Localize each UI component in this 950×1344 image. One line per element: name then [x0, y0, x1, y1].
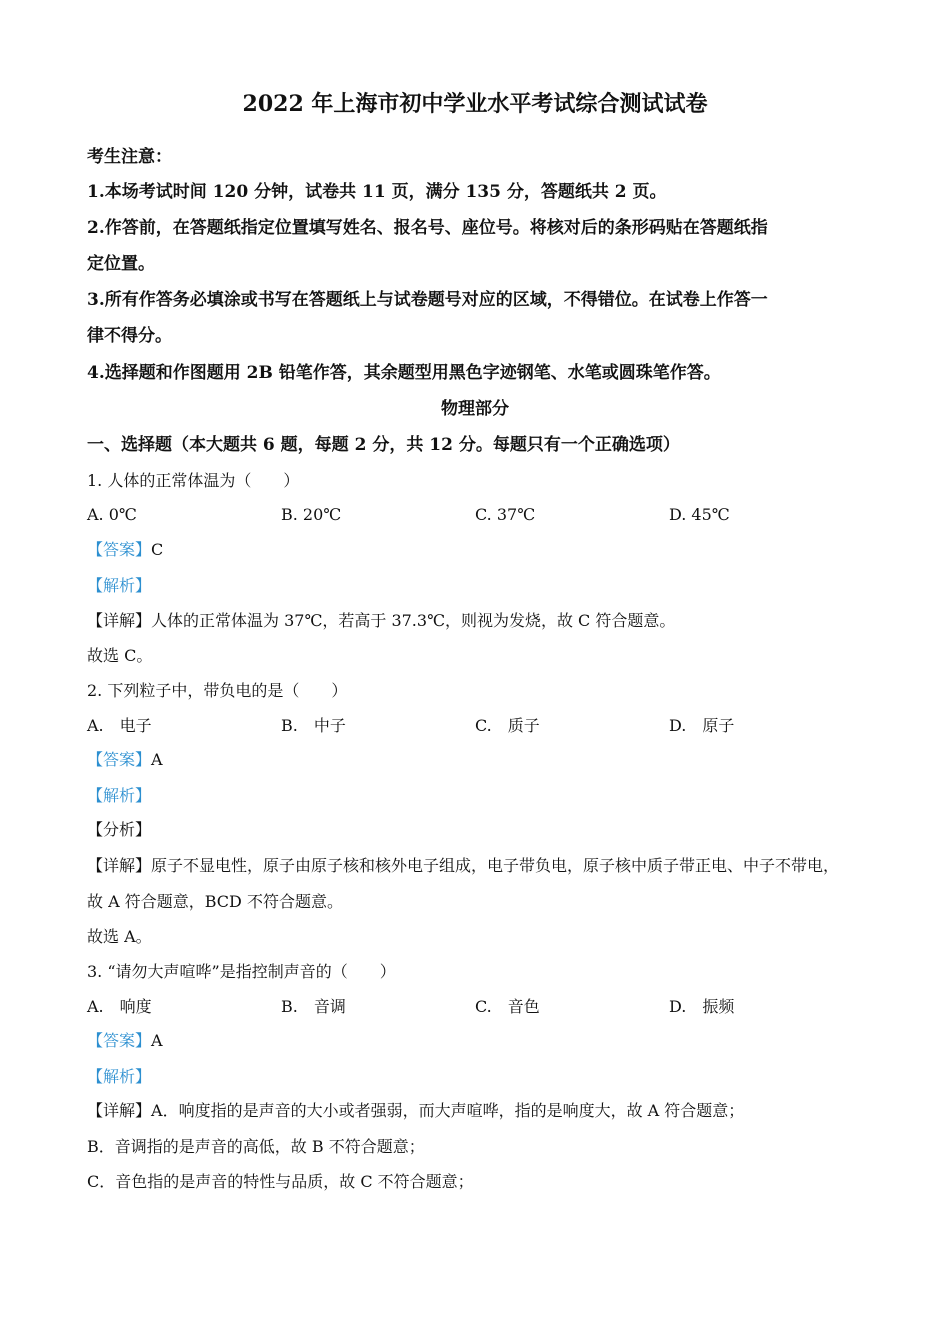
- question-1-stem: 1. 人体的正常体温为（ ）: [87, 471, 300, 490]
- question-2-stem: 2. 下列粒子中，带负电的是（ ）: [87, 681, 348, 700]
- detail-text: A．响度指的是声音的大小或者强弱，而大声喧哗，指的是响度大，故 A 符合题意；: [151, 1101, 745, 1120]
- answer-label: 【答案】: [87, 1031, 152, 1050]
- notice-line-4: 4.选择题和作图题用 2B 铅笔作答，其余题型用黑色字迹钢笔、水笔或圆珠笔作答。: [87, 363, 721, 383]
- notice-line-2b: 定位置。: [87, 254, 155, 274]
- question-1-detail: [87, 613, 675, 629]
- notice-line-3b: 律不得分。: [87, 326, 172, 346]
- question-1-choose: 故选 C。: [87, 646, 153, 665]
- section-title: 物理部分: [441, 399, 509, 419]
- detail-text: 人体的正常体温为 37℃，若高于 37.3℃，则视为发烧，故 C 符合题意。: [151, 611, 676, 630]
- question-2-option-d: D. 原子: [669, 716, 735, 735]
- question-2-detail-line-2: 故 A 符合题意，BCD 不符合题意。: [87, 892, 343, 911]
- detail-label: 【详解】: [87, 611, 152, 630]
- detail-label: 【详解】: [87, 1101, 152, 1120]
- question-3-option-d: D. 振频: [669, 997, 735, 1016]
- notice-line-2a: 2.作答前，在答题纸指定位置填写姓名、报名号、座位号。将核对后的条形码贴在答题纸指: [87, 218, 768, 238]
- question-3-analysis-label: 【解析】: [87, 1067, 152, 1086]
- page-title: 2022 年上海市初中学业水平考试综合测试试卷: [242, 91, 708, 117]
- answer-label: 【答案】: [87, 540, 152, 559]
- question-1-answer: [87, 542, 163, 558]
- question-1-analysis-label: 【解析】: [87, 576, 152, 595]
- question-3-detail-line-2: B．音调指的是声音的高低，故 B 不符合题意；: [87, 1137, 425, 1156]
- question-2-fenxi-label: 【分析】: [87, 820, 152, 839]
- question-3-detail-line-3: C．音色指的是声音的特性与品质，故 C 不符合题意；: [87, 1172, 474, 1191]
- question-3-answer: [87, 1033, 163, 1049]
- question-2-answer: [87, 752, 163, 768]
- question-2-choose: 故选 A。: [87, 927, 152, 946]
- question-2-option-c: C. 质子: [475, 716, 540, 735]
- question-3-stem: 3. “请勿大声喧哗”是指控制声音的（ ）: [87, 962, 396, 981]
- answer-label: 【答案】: [87, 750, 152, 769]
- answer-value: A: [151, 1031, 163, 1050]
- notice-line-3a: 3.所有作答务必填涂或书写在答题纸上与试卷题号对应的区域，不得错位。在试卷上作答一: [87, 290, 768, 310]
- question-1-option-c: C. 37℃: [475, 505, 536, 524]
- question-1-option-d: D. 45℃: [669, 505, 730, 524]
- answer-value: C: [151, 540, 164, 559]
- question-1-option-a: A. 0℃: [87, 505, 137, 524]
- question-3-option-a: A. 响度: [87, 997, 152, 1016]
- question-2-option-b: B. 中子: [281, 716, 346, 735]
- detail-text: 原子不显电性，原子由原子核和核外电子组成，电子带负电，原子核中质子带正电、中子不带电，: [151, 856, 840, 875]
- answer-value: A: [151, 750, 163, 769]
- notice-heading: 考生注意：: [87, 147, 172, 167]
- question-1-option-b: B. 20℃: [281, 505, 342, 524]
- question-3-option-b: B. 音调: [281, 997, 346, 1016]
- notice-line-1: 1.本场考试时间 120 分钟，试卷共 11 页，满分 135 分，答题纸共 2 页。: [87, 182, 667, 202]
- question-3-option-c: C. 音色: [475, 997, 540, 1016]
- question-2-detail-line-1: [87, 858, 839, 874]
- question-2-analysis-label: 【解析】: [87, 786, 152, 805]
- question-3-detail-line-1: [87, 1103, 744, 1119]
- question-2-option-a: A. 电子: [87, 716, 152, 735]
- detail-label: 【详解】: [87, 856, 152, 875]
- part1-heading: 一、选择题（本大题共 6 题，每题 2 分，共 12 分。每题只有一个正确选项）: [87, 435, 680, 455]
